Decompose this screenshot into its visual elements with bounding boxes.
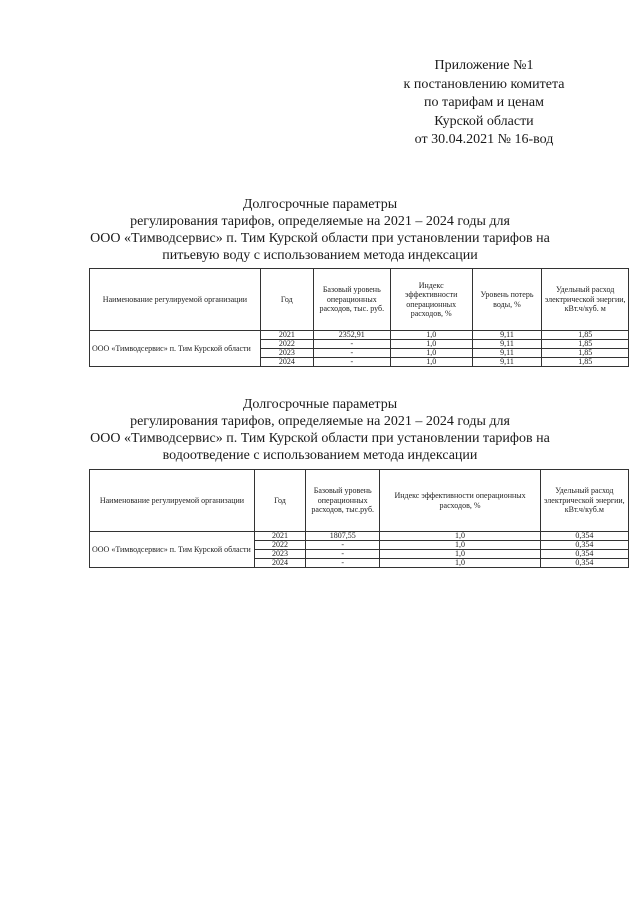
- cell-year: 2023: [260, 349, 313, 358]
- cell-base: -: [306, 550, 380, 559]
- cell-index: 1,0: [380, 559, 540, 568]
- cell-energy: 1,85: [542, 349, 629, 358]
- header-efficiency-index: Индекс эффективности операционных расходов, %: [380, 470, 540, 532]
- cell-base: -: [313, 358, 390, 367]
- appendix-date: от 30.04.2021 № 16-вод: [414, 132, 554, 147]
- cell-index: 1,0: [380, 550, 540, 559]
- water-parameters-table: [89, 268, 629, 367]
- appendix-region: Курской области: [434, 113, 534, 129]
- cell-index: 1,0: [380, 541, 540, 550]
- wastewater-parameters-table: [89, 469, 629, 568]
- cell-year: 2023: [254, 550, 305, 559]
- appendix-number: Приложение №1: [434, 58, 534, 73]
- cell-loss: 9,11: [472, 340, 542, 349]
- table-header-row: [90, 470, 629, 532]
- section2-title: [90, 396, 550, 464]
- cell-year: 2024: [260, 358, 313, 367]
- appendix-header: [384, 57, 584, 150]
- cell-energy: 1,85: [542, 358, 629, 367]
- cell-index: 1,0: [390, 340, 472, 349]
- section1-title-line: регулирования тарифов, определяемые на 2021 – 2024 годы для: [130, 214, 510, 229]
- header-energy-use: Удельный расход электрической энергии, кВт.ч/куб. м: [542, 269, 629, 331]
- cell-loss: 9,11: [472, 331, 542, 340]
- section2-title-line: Долгосрочные параметры: [242, 397, 398, 412]
- cell-year: 2022: [260, 340, 313, 349]
- cell-year: 2022: [254, 541, 305, 550]
- cell-base: -: [313, 340, 390, 349]
- cell-base: -: [306, 559, 380, 568]
- cell-index: 1,0: [390, 349, 472, 358]
- cell-energy: 0,354: [540, 559, 628, 568]
- cell-year: 2021: [260, 331, 313, 340]
- header-energy-use: Удельный расход электрической энергии, кВт.ч/куб.м: [540, 470, 628, 532]
- cell-energy: 1,85: [542, 340, 629, 349]
- header-efficiency-index: Индекс эффективности операционных расходов, %: [390, 269, 472, 331]
- cell-index: 1,0: [380, 532, 540, 541]
- cell-loss: 9,11: [472, 349, 542, 358]
- cell-year: 2021: [254, 532, 305, 541]
- cell-energy: 0,354: [540, 532, 628, 541]
- cell-base: -: [306, 541, 380, 550]
- cell-index: 1,0: [390, 331, 472, 340]
- section1-title-line: Долгосрочные параметры: [242, 197, 398, 212]
- header-water-loss: Уровень потерь воды, %: [472, 269, 542, 331]
- section2-title-line: водоотведение с использованием метода индексации: [162, 448, 478, 463]
- header-year: Год: [260, 269, 313, 331]
- cell-energy: 0,354: [540, 541, 628, 550]
- table-row: [90, 331, 629, 340]
- header-base-costs: Базовый уровень операционных расходов, тыс.руб.: [306, 470, 380, 532]
- cell-energy: 0,354: [540, 550, 628, 559]
- section1-title: [90, 196, 550, 264]
- cell-base: 1807,55: [306, 532, 380, 541]
- section2-title-line: ООО «Тимводсервис» п. Тим Курской области при установлении тарифов на: [90, 431, 550, 446]
- header-organization: Наименование регулируемой организации: [90, 269, 261, 331]
- appendix-ref: к постановлению комитета: [403, 76, 565, 92]
- header-base-costs: Базовый уровень операционных расходов, тыс. руб.: [313, 269, 390, 331]
- cell-index: 1,0: [390, 358, 472, 367]
- organization-name: ООО «Тимводсервис» п. Тим Курской области: [90, 532, 255, 568]
- cell-base: -: [313, 349, 390, 358]
- appendix-committee: по тарифам и ценам: [424, 95, 544, 110]
- section1-title-line: питьевую воду с использованием метода индексации: [162, 248, 478, 263]
- cell-loss: 9,11: [472, 358, 542, 367]
- section1-title-line: ООО «Тимводсервис» п. Тим Курской области при установлении тарифов на: [90, 231, 550, 246]
- header-organization: Наименование регулируемой организации: [90, 470, 255, 532]
- section2-title-line: регулирования тарифов, определяемые на 2021 – 2024 годы для: [130, 414, 510, 429]
- table-row: [90, 532, 629, 541]
- header-year: Год: [254, 470, 305, 532]
- organization-name: ООО «Тимводсервис» п. Тим Курской области: [90, 331, 261, 367]
- table-header-row: [90, 269, 629, 331]
- cell-base: 2352,91: [313, 331, 390, 340]
- cell-energy: 1,85: [542, 331, 629, 340]
- cell-year: 2024: [254, 559, 305, 568]
